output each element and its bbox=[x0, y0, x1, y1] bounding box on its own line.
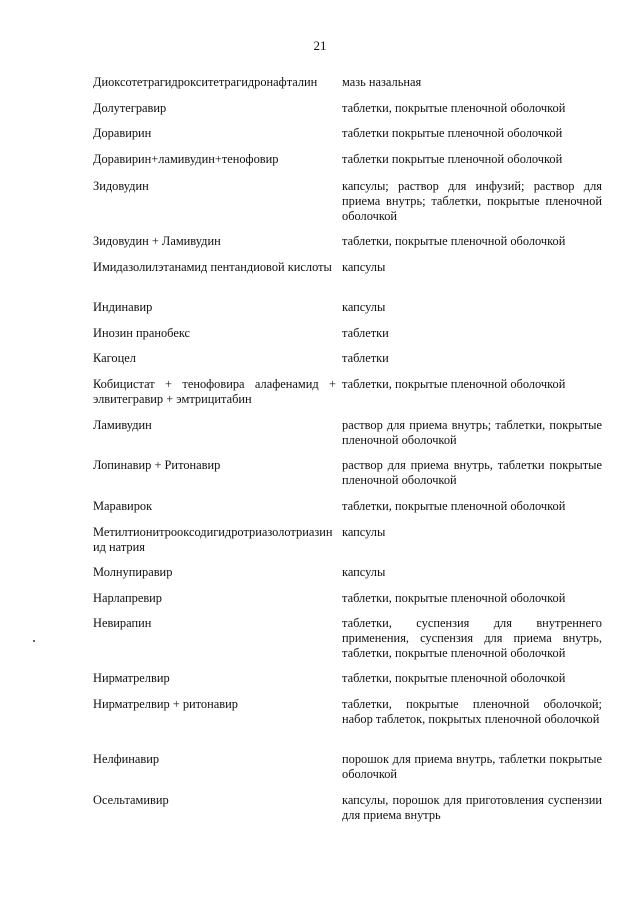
dosage-form: таблетки, покрытые пленочной оболочкой; набор таблеток, покрытых пленочной оболочкой bbox=[342, 697, 602, 726]
drug-name: Имидазолилэтанамид пентандиовой кислоты bbox=[93, 260, 332, 274]
scan-mark bbox=[33, 640, 35, 642]
dosage-form: мазь назальная bbox=[342, 75, 422, 89]
dosage-form: таблетки покрытые пленочной оболочкой bbox=[342, 152, 563, 166]
page-number: 21 bbox=[313, 38, 327, 53]
dosage-form: капсулы bbox=[342, 525, 386, 539]
dosage-form: таблетки покрытые пленочной оболочкой bbox=[342, 126, 563, 140]
drug-name: Зидовудин bbox=[93, 179, 149, 193]
dosage-form: раствор для приема внутрь, таблетки покрытые пленочной оболочкой bbox=[342, 458, 602, 487]
dosage-form: капсулы bbox=[342, 565, 386, 579]
drug-name: Маравирок bbox=[93, 499, 153, 513]
dosage-form: капсулы, порошок для приготовления суспензии для приема внутрь bbox=[342, 793, 602, 822]
drug-name: Молнупиравир bbox=[93, 565, 173, 579]
drug-name: Инозин пранобекс bbox=[93, 326, 191, 340]
dosage-form: таблетки, покрытые пленочной оболочкой bbox=[342, 234, 566, 248]
drug-name: Лопинавир + Ритонавир bbox=[93, 458, 221, 472]
dosage-form: таблетки bbox=[342, 351, 389, 365]
drug-name: Нирматрелвир + ритонавир bbox=[93, 697, 238, 711]
dosage-form: капсулы bbox=[342, 260, 386, 274]
dosage-form: таблетки bbox=[342, 326, 389, 340]
dosage-form: таблетки, суспензия для внутреннего применения, суспензия для приема внутрь, таблетки, покрытые пленочной оболочкой bbox=[342, 616, 602, 660]
dosage-form: таблетки, покрытые пленочной оболочкой bbox=[342, 671, 566, 685]
dosage-form: таблетки, покрытые пленочной оболочкой bbox=[342, 499, 566, 513]
drug-name: Долутегравир bbox=[93, 101, 167, 115]
drug-name: Зидовудин + Ламивудин bbox=[93, 234, 221, 248]
drug-name: Невирапин bbox=[93, 616, 152, 630]
dosage-form: капсулы; раствор для инфузий; раствор для приема внутрь; таблетки, покрытые пленочной оболочкой bbox=[342, 179, 602, 223]
dosage-form: таблетки, покрытые пленочной оболочкой bbox=[342, 101, 566, 115]
drug-name: Доравирин+ламивудин+тенофовир bbox=[93, 152, 279, 166]
drug-name: Нелфинавир bbox=[93, 752, 160, 766]
dosage-form: таблетки, покрытые пленочной оболочкой bbox=[342, 377, 566, 391]
drug-name: Ламивудин bbox=[93, 418, 152, 432]
drug-name: Метилтионитрооксодигидротриазолотриазинид натрия bbox=[93, 525, 333, 554]
drug-name: Осельтамивир bbox=[93, 793, 169, 807]
drug-name: Нарлапревир bbox=[93, 591, 163, 605]
drug-name: Доравирин bbox=[93, 126, 152, 140]
drug-name: Диоксотетрагидрокситетрагидронафталин bbox=[93, 75, 318, 89]
drug-name: Кобицистат + тенофовира алафенамид + элвитегравир + эмтрицитабин bbox=[93, 377, 336, 406]
dosage-form: капсулы bbox=[342, 300, 386, 314]
dosage-form: раствор для приема внутрь; таблетки, покрытые пленочной оболочкой bbox=[342, 418, 602, 447]
drug-name: Нирматрелвир bbox=[93, 671, 170, 685]
dosage-form: таблетки, покрытые пленочной оболочкой bbox=[342, 591, 566, 605]
drug-name: Кагоцел bbox=[93, 351, 136, 365]
drug-name: Индинавир bbox=[93, 300, 153, 314]
dosage-form: порошок для приема внутрь, таблетки покрытые оболочкой bbox=[342, 752, 602, 781]
